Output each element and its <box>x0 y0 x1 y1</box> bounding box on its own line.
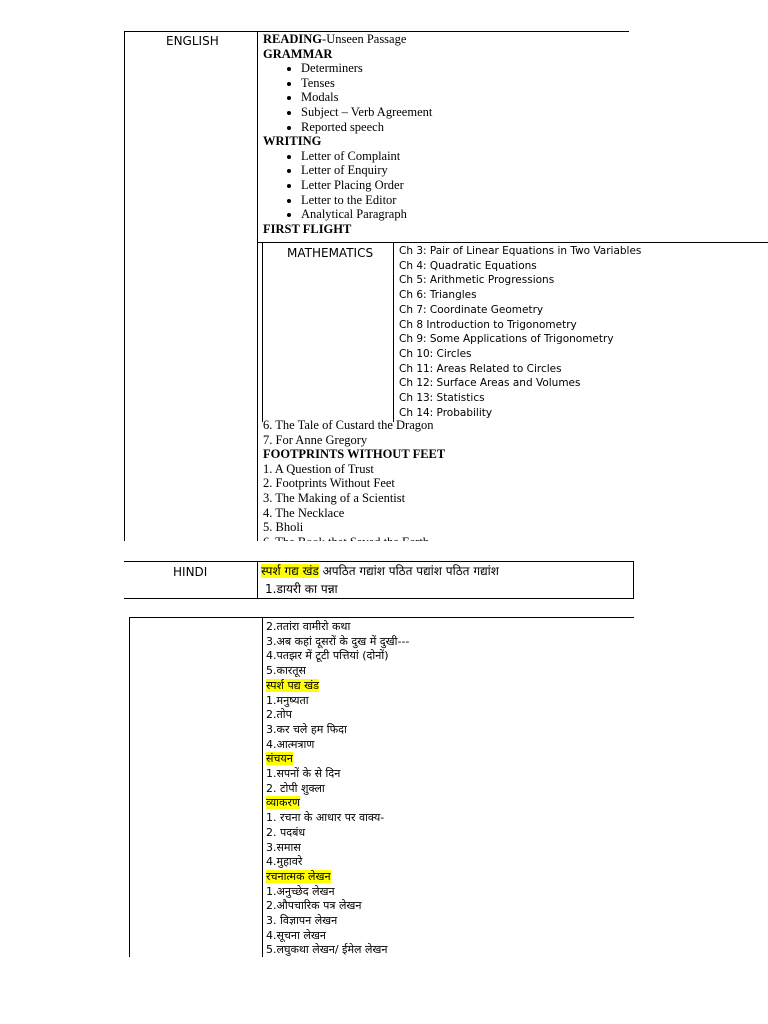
first-flight-heading: FIRST FLIGHT <box>263 221 352 236</box>
hindi-first-item: 1.डायरी का पन्ना <box>265 582 338 596</box>
hindi-topic-item <box>266 694 626 709</box>
grammar-item: • Reported speech <box>301 120 623 135</box>
math-left-border <box>262 242 263 422</box>
hindi-topic-text: 2.औपचारिक पत्र लेखन <box>266 899 362 913</box>
hindi-topic-text: 1.सपनों के से दिन <box>266 767 341 781</box>
hindi-topic-item <box>266 855 626 870</box>
hindi-topic-item <box>266 943 626 958</box>
first-flight-item: 7. For Anne Gregory <box>263 432 368 447</box>
hindi-topic-item <box>266 841 626 856</box>
writing-heading: WRITING <box>263 134 322 149</box>
hindi-topic-item <box>266 620 626 635</box>
footprints-item: 4. The Necklace <box>263 505 345 520</box>
hindi-top-border <box>124 561 634 562</box>
grammar-list <box>263 61 623 134</box>
hindi-topic-text: 5.लघुकथा लेखन/ ईमेल लेखन <box>266 943 388 957</box>
math-chapter-item: Ch 6: Triangles <box>399 289 477 302</box>
hindi-topic-text: 1.अनुच्छेद लेखन <box>266 884 335 898</box>
hindi-topic-text: 4.आत्मत्राण <box>266 737 315 751</box>
math-subject-label: MATHEMATICS <box>287 246 374 260</box>
english-literature-content <box>263 418 623 549</box>
hindi-heading-text: व्याकरण <box>266 796 300 810</box>
hindi-col-divider <box>257 561 258 599</box>
hindi-topic-item <box>266 929 626 944</box>
footprints-item: 5. Bholi <box>263 520 304 535</box>
english-subject-label: ENGLISH <box>166 34 219 48</box>
writing-item: • Letter to the Editor <box>301 193 623 208</box>
hindi-topic-item <box>266 635 626 650</box>
math-chapter-item: Ch 11: Areas Related to Circles <box>399 362 562 375</box>
footprints-heading: FOOTPRINTS WITHOUT FEET <box>263 447 446 462</box>
hindi-section-heading <box>266 679 626 694</box>
hindi-topic-item <box>266 708 626 723</box>
hindi-topic-text: 4.मुहावरे <box>266 855 303 869</box>
hindi-topic-text: 3.अब कहां दूसरों के दुख में दुखी--- <box>266 634 410 648</box>
hindi-topic-text: 5.कारतूस <box>266 664 306 678</box>
hindi-topic-item <box>266 738 626 753</box>
reading-heading: READING <box>263 32 323 46</box>
math-chapter-item: Ch 12: Surface Areas and Volumes <box>399 377 581 390</box>
writing-item: • Letter of Enquiry <box>301 163 623 178</box>
hindi-header-rest: अपठित गद्यांश पठित पद्यांश पठित गद्यांश <box>318 564 499 578</box>
footprints-item: 3. The Making of a Scientist <box>263 490 406 505</box>
hindi-topic-text: 2. टोपी शुक्ला <box>266 781 325 795</box>
hindi-section-heading <box>266 870 626 885</box>
first-flight-item: 6. The Tale of Custard the Dragon <box>263 418 434 432</box>
math-col-divider <box>393 242 394 422</box>
hindi-topic-text: 2. पदबंध <box>266 825 306 839</box>
footprints-list <box>263 462 623 550</box>
math-chapter-item: Ch 3: Pair of Linear Equations in Two Variables <box>399 245 642 257</box>
math-top-border <box>258 242 768 243</box>
hindi-topic-item <box>266 767 626 782</box>
hindi2-top-border <box>129 617 634 618</box>
grammar-item: • Modals <box>301 90 623 105</box>
math-chapter-item: Ch 9: Some Applications of Trigonometry <box>399 333 614 346</box>
hindi-topic-item <box>266 811 626 826</box>
footprints-item: 1. A Question of Trust <box>263 461 374 476</box>
hindi-topic-text: 3.कर चले हम फिदा <box>266 722 347 736</box>
hindi-topic-item <box>266 826 626 841</box>
grammar-item: • Determiners <box>301 61 623 76</box>
hindi-header-highlight: स्पर्श गद्य खंड <box>261 564 319 578</box>
hindi-bottom-border <box>124 598 634 599</box>
hindi-header-line <box>261 564 631 579</box>
hindi-subject-label: HINDI <box>173 565 208 579</box>
math-chapter-item: Ch 13: Statistics <box>399 392 485 405</box>
hindi-topic-text: 1. रचना के आधार पर वाक्य- <box>266 811 385 825</box>
math-chapter-item: Ch 4: Quadratic Equations <box>399 259 537 272</box>
footprints-item: 2. Footprints Without Feet <box>263 476 395 491</box>
writing-item: • Letter Placing Order <box>301 178 623 193</box>
reading-line <box>263 32 623 47</box>
hindi-topic-text: 4.पतझर में टूटी पत्तियां (दोनों) <box>266 649 389 663</box>
writing-item: • Analytical Paragraph <box>301 207 623 222</box>
grammar-item: • Subject – Verb Agreement <box>301 105 623 120</box>
hindi-section-heading <box>266 796 626 811</box>
hindi-heading-text: स्पर्श पद्य खंड <box>266 678 320 692</box>
hindi-topic-text: 1.मनुष्यता <box>266 693 309 707</box>
hindi-section-heading <box>266 752 626 767</box>
hindi-topic-list <box>266 620 626 958</box>
grammar-heading: GRAMMAR <box>263 46 333 61</box>
writing-item: • Letter of Complaint <box>301 149 623 164</box>
math-chapter-item: Ch 5: Arithmetic Progressions <box>399 274 555 287</box>
math-chapter-item: Ch 8 Introduction to Trigonometry <box>399 318 577 331</box>
reading-detail: -Unseen Passage <box>322 32 407 46</box>
hindi-topic-text: 3.समास <box>266 840 301 854</box>
first-flight-list <box>263 418 623 447</box>
math-chapter-list <box>399 244 767 420</box>
hindi-topic-item <box>266 782 626 797</box>
math-chapter-item: Ch 7: Coordinate Geometry <box>399 303 544 316</box>
hindi-topic-text: 2.ततांरा वामीरो कथा <box>266 620 351 633</box>
grammar-item: • Tenses <box>301 76 623 91</box>
hindi-heading-text: रचनात्मक लेखन <box>266 869 331 883</box>
hindi-topic-text: 4.सूचना लेखन <box>266 928 326 942</box>
english-content <box>263 32 623 236</box>
hindi-topic-text: 2.तोप <box>266 708 292 722</box>
hindi-topic-item <box>266 664 626 679</box>
hindi2-left-border <box>129 617 130 957</box>
english-left-border <box>124 31 125 541</box>
hindi-topic-item <box>266 723 626 738</box>
page-crop-mask <box>0 541 768 561</box>
hindi-right-border <box>633 561 634 599</box>
hindi-heading-text: संचयन <box>266 752 293 766</box>
math-chapter-item: Ch 10: Circles <box>399 347 472 360</box>
hindi-topic-text: 3. विज्ञापन लेखन <box>266 914 338 928</box>
hindi-topic-item <box>266 914 626 929</box>
hindi2-col-divider <box>262 617 263 957</box>
writing-list <box>263 149 623 222</box>
math-chapter-item: Ch 14: Probability <box>399 406 493 419</box>
hindi-topic-item <box>266 885 626 900</box>
hindi-topic-item <box>266 649 626 664</box>
hindi-topic-item <box>266 899 626 914</box>
